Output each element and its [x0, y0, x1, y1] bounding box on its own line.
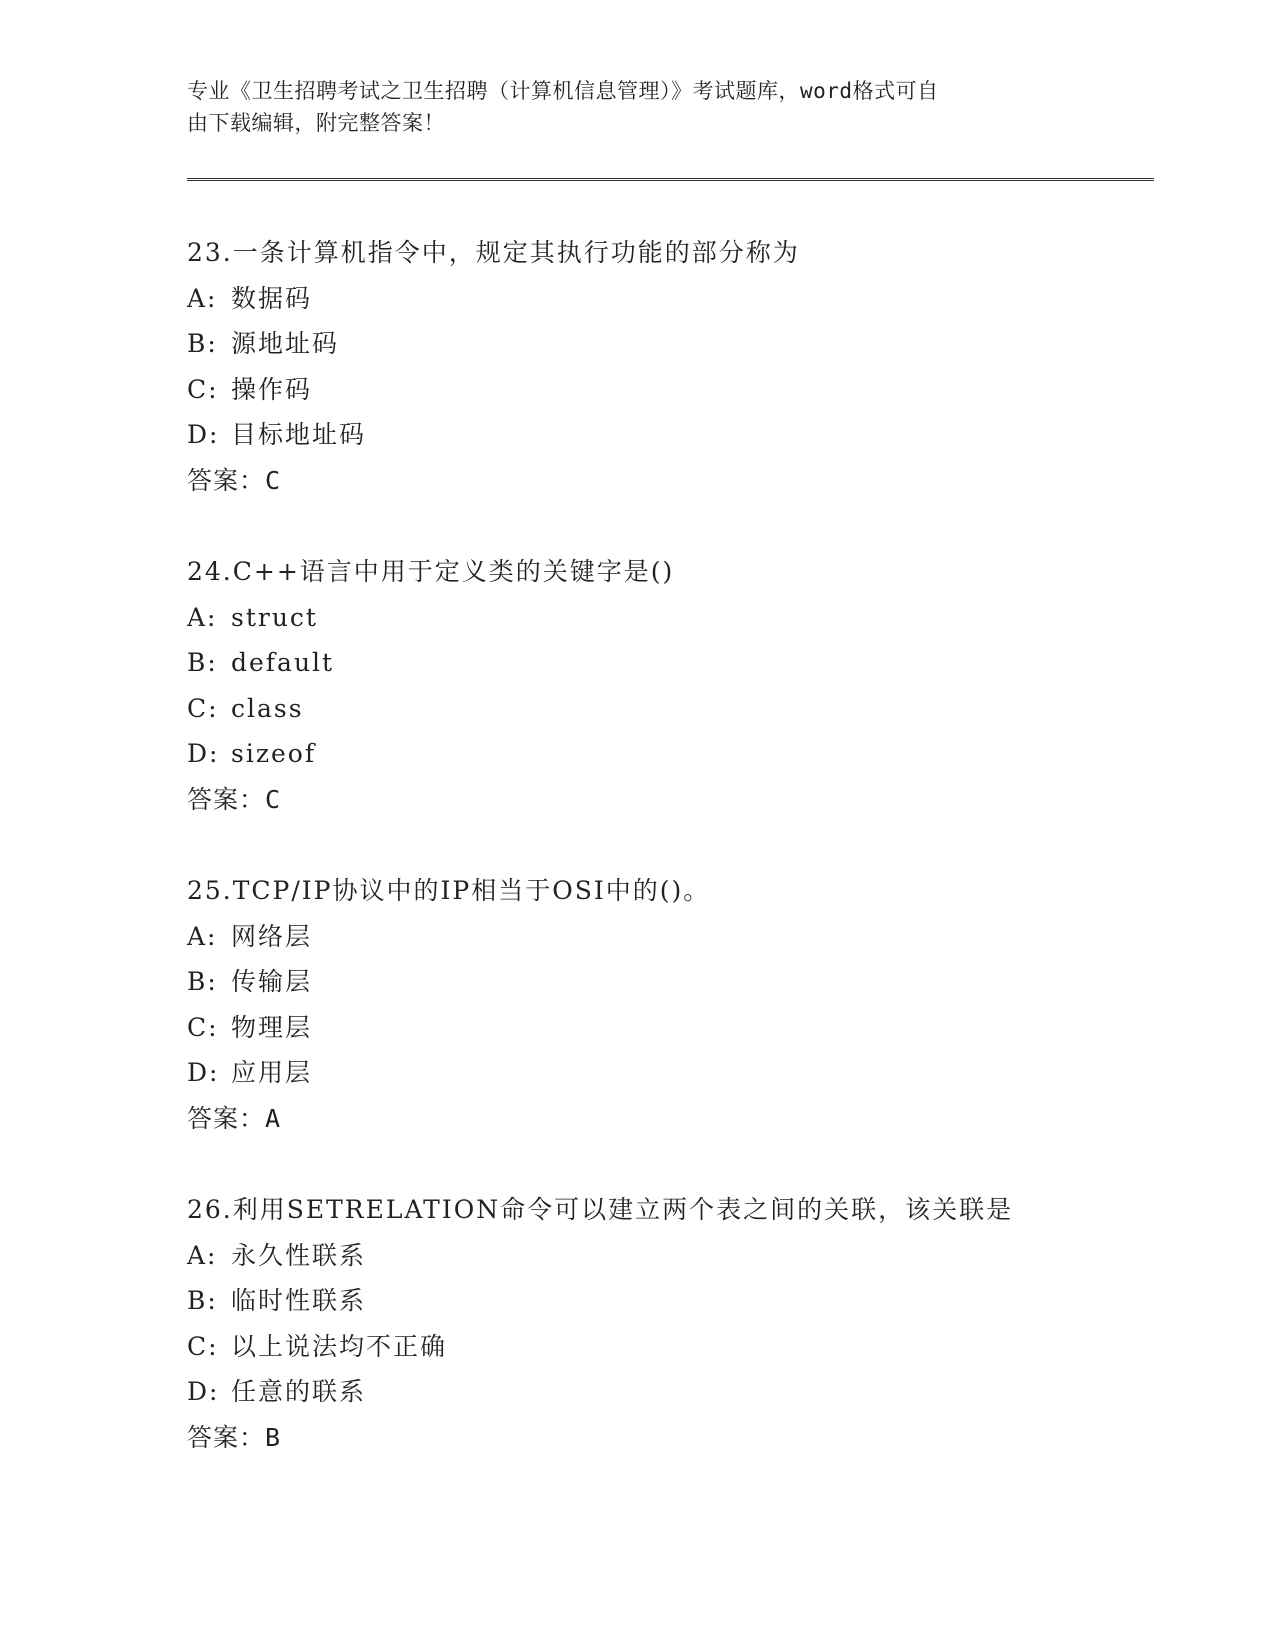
option-c [187, 373, 1147, 419]
option-label: B: [187, 967, 218, 996]
option-label: C: [187, 374, 219, 404]
option-text: struct [231, 602, 318, 632]
option-c [187, 692, 1147, 738]
option-label: A: [187, 283, 218, 313]
option-label: C: [187, 693, 219, 723]
option-label: A: [187, 921, 218, 951]
question-stem: 23.一条计算机指令中，规定其执行功能的部分称为 [187, 238, 800, 267]
option-text: 操作码 [231, 374, 313, 404]
answer-label: 答案： [187, 465, 266, 495]
option-text: 数据码 [231, 283, 313, 313]
option-c [187, 1011, 1147, 1057]
option-b [187, 327, 1147, 373]
answer-label: 答案： [187, 1103, 266, 1133]
option-a [187, 1239, 1147, 1285]
answer [187, 464, 1147, 510]
question-stem: 24.C++语言中用于定义类的关键字是() [187, 557, 675, 586]
option-label: C: [187, 1012, 219, 1042]
option-label: B: [187, 648, 218, 677]
question-stem: 25.TCP/IP协议中的IP相当于OSI中的()。 [187, 876, 711, 905]
option-d [187, 1056, 1147, 1102]
option-a [187, 282, 1147, 328]
answer [187, 1421, 1147, 1467]
option-d [187, 1375, 1147, 1421]
option-a [187, 601, 1147, 647]
option-d [187, 418, 1147, 464]
option-text: 任意的联系 [231, 1377, 367, 1406]
option-label: D: [187, 420, 220, 449]
answer-label: 答案： [187, 1422, 266, 1452]
answer [187, 1102, 1147, 1148]
option-text: 应用层 [231, 1058, 313, 1087]
answer [187, 783, 1147, 829]
answer-value: B [265, 1422, 282, 1452]
answer-value: C [265, 465, 282, 495]
header-divider [187, 178, 1154, 181]
option-label: D: [187, 1058, 220, 1087]
option-label: B: [187, 1286, 218, 1315]
question-list [187, 236, 1147, 1512]
question-26 [187, 1193, 1147, 1512]
option-label: C: [187, 1331, 219, 1361]
option-label: A: [187, 602, 218, 632]
option-text: 永久性联系 [231, 1240, 367, 1270]
answer-value: A [265, 1103, 282, 1133]
option-text: 源地址码 [231, 329, 340, 358]
question-23 [187, 236, 1147, 555]
option-label: B: [187, 329, 218, 358]
option-text: 网络层 [231, 921, 313, 951]
option-d [187, 737, 1147, 783]
option-b [187, 646, 1147, 692]
option-text: default [231, 648, 335, 677]
option-label: D: [187, 739, 220, 768]
option-text: 以上说法均不正确 [231, 1331, 448, 1361]
question-stem: 26.利用SETRELATION命令可以建立两个表之间的关联，该关联是 [187, 1195, 1014, 1224]
option-b [187, 965, 1147, 1011]
option-text: 目标地址码 [231, 420, 367, 449]
option-text: 物理层 [231, 1012, 313, 1042]
option-label: A: [187, 1240, 218, 1270]
option-c [187, 1330, 1147, 1376]
option-text: 传输层 [231, 967, 313, 996]
header-line-1: 专业《卫生招聘考试之卫生招聘（计算机信息管理）》考试题库，word格式可自 [187, 79, 939, 103]
question-24 [187, 555, 1147, 874]
document-header [187, 75, 1067, 139]
option-b [187, 1284, 1147, 1330]
option-label: D: [187, 1377, 220, 1406]
question-25 [187, 874, 1147, 1193]
option-a [187, 920, 1147, 966]
answer-label: 答案： [187, 784, 266, 814]
option-text: 临时性联系 [231, 1286, 367, 1315]
answer-value: C [265, 784, 282, 814]
option-text: class [231, 693, 304, 723]
option-text: sizeof [231, 739, 317, 768]
header-line-2: 由下载编辑，附完整答案！ [187, 111, 445, 135]
